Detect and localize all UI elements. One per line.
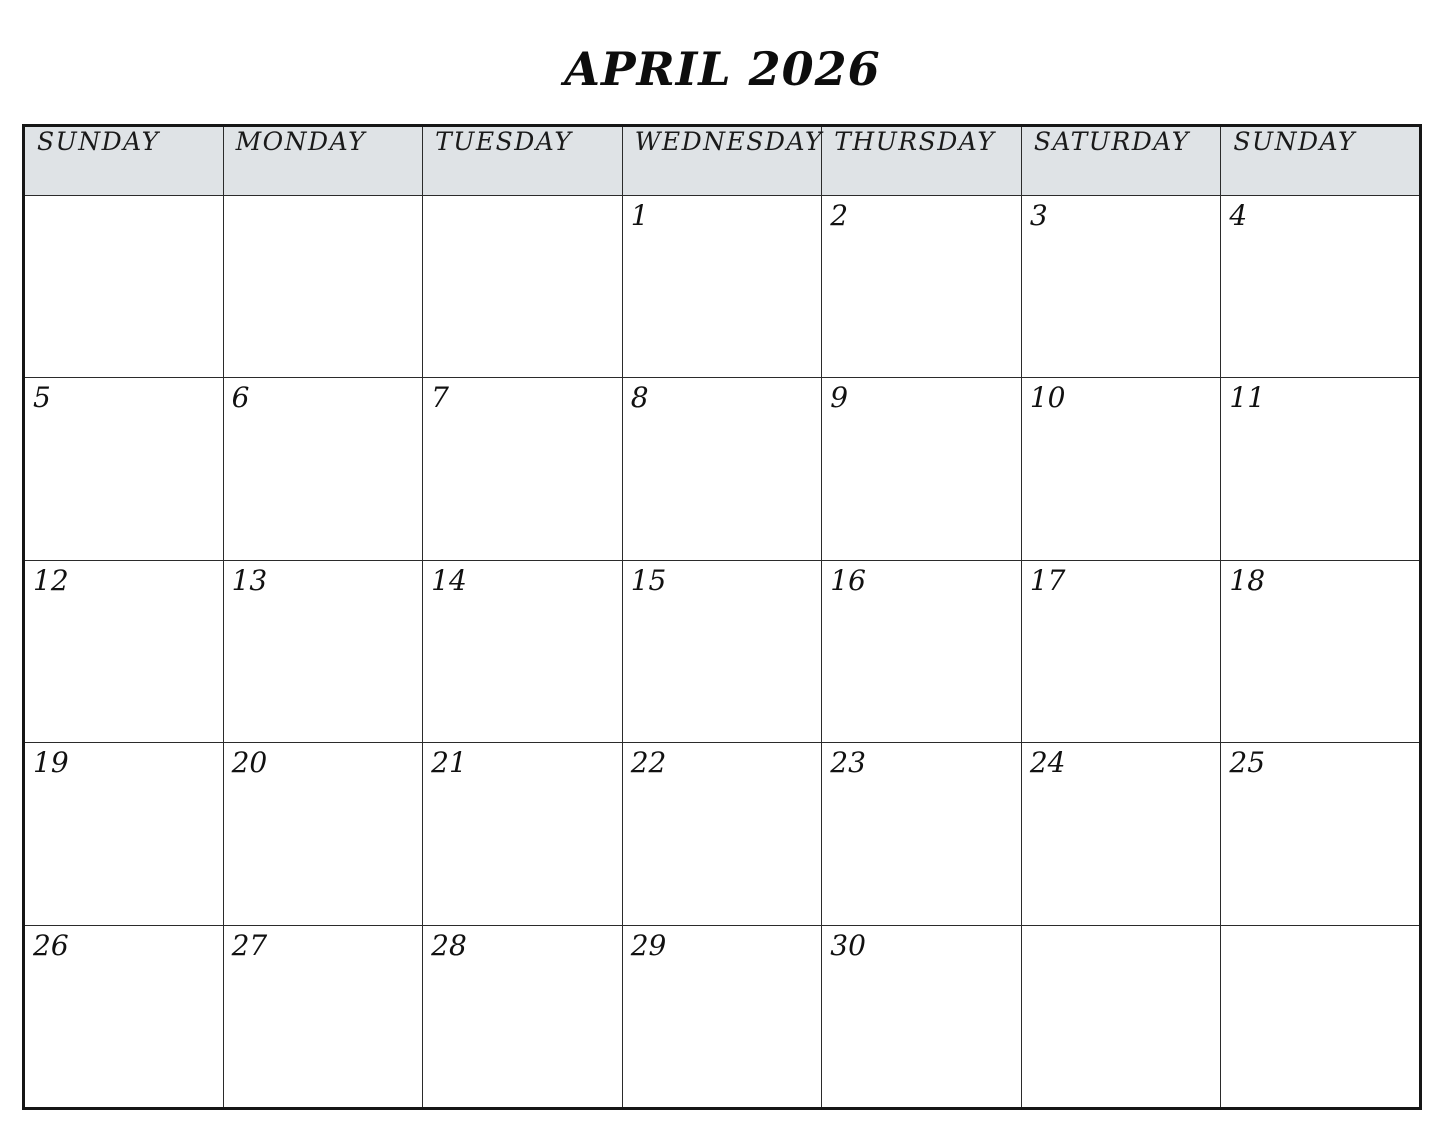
- day-number: 27: [231, 928, 268, 962]
- day-number: 23: [830, 746, 866, 780]
- day-cell[interactable]: [822, 378, 1022, 560]
- day-cell[interactable]: [1021, 925, 1221, 1108]
- day-number: 10: [1029, 381, 1066, 415]
- day-number: 30: [830, 928, 866, 962]
- day-cell[interactable]: [622, 925, 822, 1108]
- day-cell[interactable]: [822, 560, 1022, 742]
- day-cell[interactable]: [423, 378, 623, 560]
- day-number: 19: [33, 746, 69, 780]
- day-cell[interactable]: [1221, 925, 1421, 1108]
- day-cell[interactable]: [1221, 743, 1421, 925]
- calendar-week-row: [24, 378, 1421, 560]
- weekday-header-thursday: THURSDAY: [822, 126, 1022, 196]
- day-cell[interactable]: [24, 378, 224, 560]
- day-cell[interactable]: [24, 743, 224, 925]
- day-number: 17: [1029, 563, 1066, 597]
- day-cell[interactable]: [822, 743, 1022, 925]
- day-number: 20: [231, 746, 268, 780]
- day-number: 3: [1029, 199, 1048, 232]
- day-cell[interactable]: [223, 378, 423, 560]
- weekday-header-sunday-1: SUNDAY: [24, 126, 224, 196]
- day-cell[interactable]: [223, 743, 423, 925]
- day-number: 11: [1229, 381, 1266, 415]
- day-number: 12: [33, 563, 69, 597]
- day-cell[interactable]: [223, 196, 423, 378]
- day-cell[interactable]: [822, 196, 1022, 378]
- day-cell[interactable]: [1221, 196, 1421, 378]
- day-number: 29: [630, 928, 667, 962]
- day-cell[interactable]: [1021, 560, 1221, 742]
- day-number: [1221, 926, 1419, 962]
- day-cell[interactable]: [1221, 560, 1421, 742]
- calendar-week-row: [24, 560, 1421, 742]
- day-cell[interactable]: [223, 560, 423, 742]
- day-number: 5: [33, 381, 51, 415]
- page-title: APRIL 2026: [564, 42, 881, 96]
- day-cell[interactable]: [622, 378, 822, 560]
- day-number: 7: [431, 381, 449, 415]
- day-cell[interactable]: [423, 925, 623, 1108]
- weekday-header-saturday: SATURDAY: [1021, 126, 1221, 196]
- day-number: 25: [1229, 746, 1266, 780]
- weekday-header-sunday-2: SUNDAY: [1221, 126, 1421, 196]
- day-number: 15: [630, 563, 667, 597]
- day-number: 2: [830, 199, 849, 232]
- calendar-header-row-group: [24, 126, 1421, 196]
- day-cell[interactable]: [622, 196, 822, 378]
- day-number: [1022, 926, 1221, 962]
- day-cell[interactable]: [423, 196, 623, 378]
- calendar-week-row: [24, 196, 1421, 378]
- weekday-header-row: [24, 126, 1421, 196]
- calendar-grid-container: [22, 124, 1422, 1110]
- day-cell[interactable]: [1021, 378, 1221, 560]
- day-number: 16: [830, 563, 866, 597]
- day-number: 18: [1229, 563, 1266, 597]
- day-number: 1: [630, 199, 649, 232]
- day-number: 24: [1029, 746, 1066, 780]
- day-number: [25, 196, 223, 232]
- day-cell[interactable]: [423, 743, 623, 925]
- day-number: 22: [630, 746, 667, 780]
- day-cell[interactable]: [1221, 378, 1421, 560]
- day-cell[interactable]: [223, 925, 423, 1108]
- weekday-header-wednesday: WEDNESDAY: [622, 126, 822, 196]
- day-cell[interactable]: [822, 925, 1022, 1108]
- day-number: 4: [1229, 199, 1248, 232]
- day-cell[interactable]: [423, 560, 623, 742]
- day-cell[interactable]: [622, 743, 822, 925]
- day-cell[interactable]: [1021, 743, 1221, 925]
- day-number: 6: [231, 381, 250, 415]
- weekday-header-tuesday: TUESDAY: [423, 126, 623, 196]
- calendar-week-row: [24, 743, 1421, 925]
- calendar-week-row: [24, 925, 1421, 1108]
- calendar-body: [24, 196, 1421, 1109]
- calendar-table: [22, 124, 1422, 1110]
- day-cell[interactable]: [24, 925, 224, 1108]
- day-cell[interactable]: [622, 560, 822, 742]
- day-number: 21: [431, 746, 467, 780]
- day-cell[interactable]: [24, 560, 224, 742]
- weekday-header-monday: MONDAY: [223, 126, 423, 196]
- day-number: 9: [830, 381, 849, 415]
- day-cell[interactable]: [1021, 196, 1221, 378]
- day-number: 14: [431, 563, 467, 597]
- day-number: 8: [630, 381, 649, 415]
- day-number: [224, 196, 423, 232]
- day-number: 26: [33, 928, 69, 962]
- day-number: 28: [431, 928, 467, 962]
- day-cell[interactable]: [24, 196, 224, 378]
- day-number: [423, 196, 622, 232]
- day-number: 13: [231, 563, 268, 597]
